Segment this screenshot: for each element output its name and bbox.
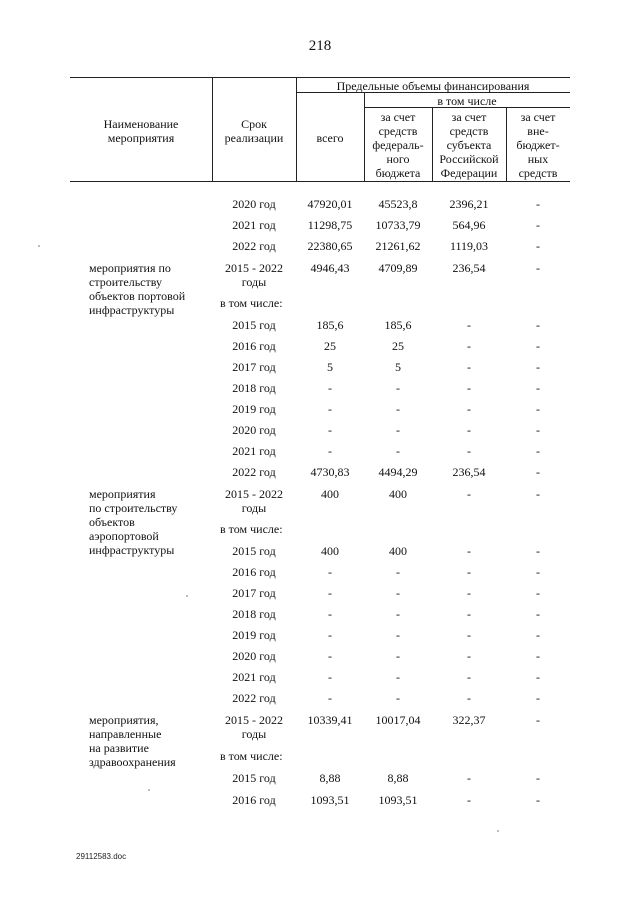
row-term: 2022 год	[232, 239, 276, 253]
row-federal: 400	[389, 544, 407, 558]
row-regional: -	[467, 628, 471, 642]
row-total: 47920,01	[307, 197, 353, 211]
row-federal: 5	[395, 360, 401, 374]
row-total: -	[328, 649, 332, 663]
row-term: 2017 год	[232, 586, 276, 600]
header-federal: за счет средств федераль- ного бюджета	[372, 110, 424, 180]
row-federal: 25	[392, 339, 404, 353]
row-extrabudget: -	[536, 713, 540, 727]
row-total: 22380,65	[307, 239, 353, 253]
row-regional: -	[467, 771, 471, 785]
row-extrabudget: -	[536, 465, 540, 479]
row-federal: 400	[389, 487, 407, 501]
table-top-rule	[70, 77, 570, 78]
row-federal: -	[396, 423, 400, 437]
row-federal: 10733,79	[375, 218, 421, 232]
header-funding: Предельные объемы финансирования	[336, 79, 530, 93]
row-term: 2015 - 2022 годы	[225, 713, 283, 741]
row-federal: -	[396, 565, 400, 579]
row-total: -	[328, 607, 332, 621]
row-extrabudget: -	[536, 771, 540, 785]
row-federal: 8,88	[387, 771, 409, 785]
row-extrabudget: -	[536, 628, 540, 642]
row-regional: 564,96	[452, 218, 486, 232]
row-regional: -	[467, 691, 471, 705]
row-federal: 45523,8	[378, 197, 418, 211]
row-term: 2017 год	[232, 360, 276, 374]
row-extrabudget: -	[536, 239, 540, 253]
row-term: 2018 год	[232, 607, 276, 621]
row-term: 2019 год	[232, 628, 276, 642]
row-extrabudget: -	[536, 360, 540, 374]
row-extrabudget: -	[536, 381, 540, 395]
row-total: 11298,75	[307, 218, 353, 232]
row-federal: 21261,62	[375, 239, 421, 253]
row-term: 2016 год	[232, 339, 276, 353]
row-term: 2015 год	[232, 771, 276, 785]
table-header-bottom-rule	[70, 181, 570, 182]
header-total: всего	[316, 131, 344, 145]
header-including: в том числе	[437, 94, 497, 108]
row-regional: -	[467, 586, 471, 600]
scan-speck	[497, 830, 499, 832]
row-total: -	[328, 381, 332, 395]
row-extrabudget: -	[536, 649, 540, 663]
row-term: 2021 год	[232, 670, 276, 684]
including-label: в том числе:	[220, 749, 283, 763]
row-regional: -	[467, 339, 471, 353]
row-total: -	[328, 402, 332, 416]
row-extrabudget: -	[536, 586, 540, 600]
row-regional: -	[467, 423, 471, 437]
row-federal: -	[396, 649, 400, 663]
header-regional: за счет средств субъекта Российской Федерации	[439, 110, 499, 180]
row-total: 400	[321, 487, 339, 501]
row-total: -	[328, 565, 332, 579]
row-regional: -	[467, 360, 471, 374]
row-term: 2022 год	[232, 691, 276, 705]
row-federal: -	[396, 628, 400, 642]
row-regional: -	[467, 565, 471, 579]
scan-speck	[186, 595, 188, 597]
row-total: 5	[327, 360, 333, 374]
section-name-port: мероприятия по строительству объектов портовой инфраструктуры	[89, 261, 186, 317]
row-federal: 185,6	[384, 318, 412, 332]
row-total: 4946,43	[310, 261, 350, 275]
row-term: 2015 год	[232, 544, 276, 558]
row-federal: -	[396, 444, 400, 458]
row-term: 2016 год	[232, 793, 276, 807]
row-regional: -	[467, 670, 471, 684]
row-federal: -	[396, 691, 400, 705]
row-regional: -	[467, 402, 471, 416]
row-total: -	[328, 444, 332, 458]
row-extrabudget: -	[536, 339, 540, 353]
row-term: 2020 год	[232, 423, 276, 437]
row-term: 2015 - 2022 годы	[225, 487, 283, 515]
row-extrabudget: -	[536, 402, 540, 416]
section-name-healthcare: мероприятия, направленные на развитие здравоохранения	[89, 713, 176, 769]
row-extrabudget: -	[536, 261, 540, 275]
row-term: 2015 год	[232, 318, 276, 332]
row-federal: 10017,04	[375, 713, 421, 727]
row-extrabudget: -	[536, 565, 540, 579]
scan-speck	[38, 245, 40, 247]
row-total: 185,6	[316, 318, 344, 332]
row-regional: -	[467, 544, 471, 558]
including-label: в том числе:	[220, 296, 283, 310]
row-total: 1093,51	[310, 793, 350, 807]
row-extrabudget: -	[536, 691, 540, 705]
header-term: Срок реализации	[224, 117, 284, 145]
row-regional: -	[467, 793, 471, 807]
row-federal: -	[396, 586, 400, 600]
row-extrabudget: -	[536, 670, 540, 684]
row-total: -	[328, 586, 332, 600]
row-term: 2022 год	[232, 465, 276, 479]
document-code: 29112583.doc	[76, 852, 127, 861]
row-total: -	[328, 691, 332, 705]
row-total: 8,88	[319, 771, 341, 785]
row-regional: 236,54	[452, 261, 486, 275]
page-number: 218	[308, 38, 332, 54]
row-regional: 322,37	[452, 713, 486, 727]
header-name: Наименование мероприятия	[103, 117, 179, 145]
row-federal: 4494,29	[378, 465, 418, 479]
row-regional: -	[467, 444, 471, 458]
row-extrabudget: -	[536, 318, 540, 332]
row-total: 400	[321, 544, 339, 558]
row-total: -	[328, 670, 332, 684]
row-federal: 4709,89	[378, 261, 418, 275]
row-term: 2020 год	[232, 649, 276, 663]
row-term: 2018 год	[232, 381, 276, 395]
row-regional: 236,54	[452, 465, 486, 479]
row-regional: -	[467, 381, 471, 395]
row-total: 4730,83	[310, 465, 350, 479]
row-extrabudget: -	[536, 423, 540, 437]
header-extrabudget: за счет вне- бюджет- ных средств	[516, 110, 560, 180]
row-federal: -	[396, 402, 400, 416]
including-label: в том числе:	[220, 522, 283, 536]
row-federal: -	[396, 670, 400, 684]
row-federal: -	[396, 607, 400, 621]
row-federal: -	[396, 381, 400, 395]
row-regional: 2396,21	[449, 197, 489, 211]
row-extrabudget: -	[536, 218, 540, 232]
row-regional: 1119,03	[449, 239, 489, 253]
row-term: 2020 год	[232, 197, 276, 211]
scan-speck	[148, 789, 150, 791]
row-term: 2019 год	[232, 402, 276, 416]
row-extrabudget: -	[536, 487, 540, 501]
row-term: 2021 год	[232, 218, 276, 232]
row-federal: 1093,51	[378, 793, 418, 807]
row-term: 2021 год	[232, 444, 276, 458]
row-total: -	[328, 628, 332, 642]
row-extrabudget: -	[536, 544, 540, 558]
section-name-airport: мероприятия по строительству объектов аэропортовой инфраструктуры	[89, 487, 178, 557]
row-regional: -	[467, 607, 471, 621]
row-extrabudget: -	[536, 607, 540, 621]
row-total: 10339,41	[307, 713, 353, 727]
row-term: 2016 год	[232, 565, 276, 579]
row-extrabudget: -	[536, 197, 540, 211]
row-regional: -	[467, 487, 471, 501]
row-extrabudget: -	[536, 793, 540, 807]
row-extrabudget: -	[536, 444, 540, 458]
row-regional: -	[467, 318, 471, 332]
row-total: -	[328, 423, 332, 437]
row-term: 2015 - 2022 годы	[225, 261, 283, 289]
row-total: 25	[324, 339, 336, 353]
row-regional: -	[467, 649, 471, 663]
